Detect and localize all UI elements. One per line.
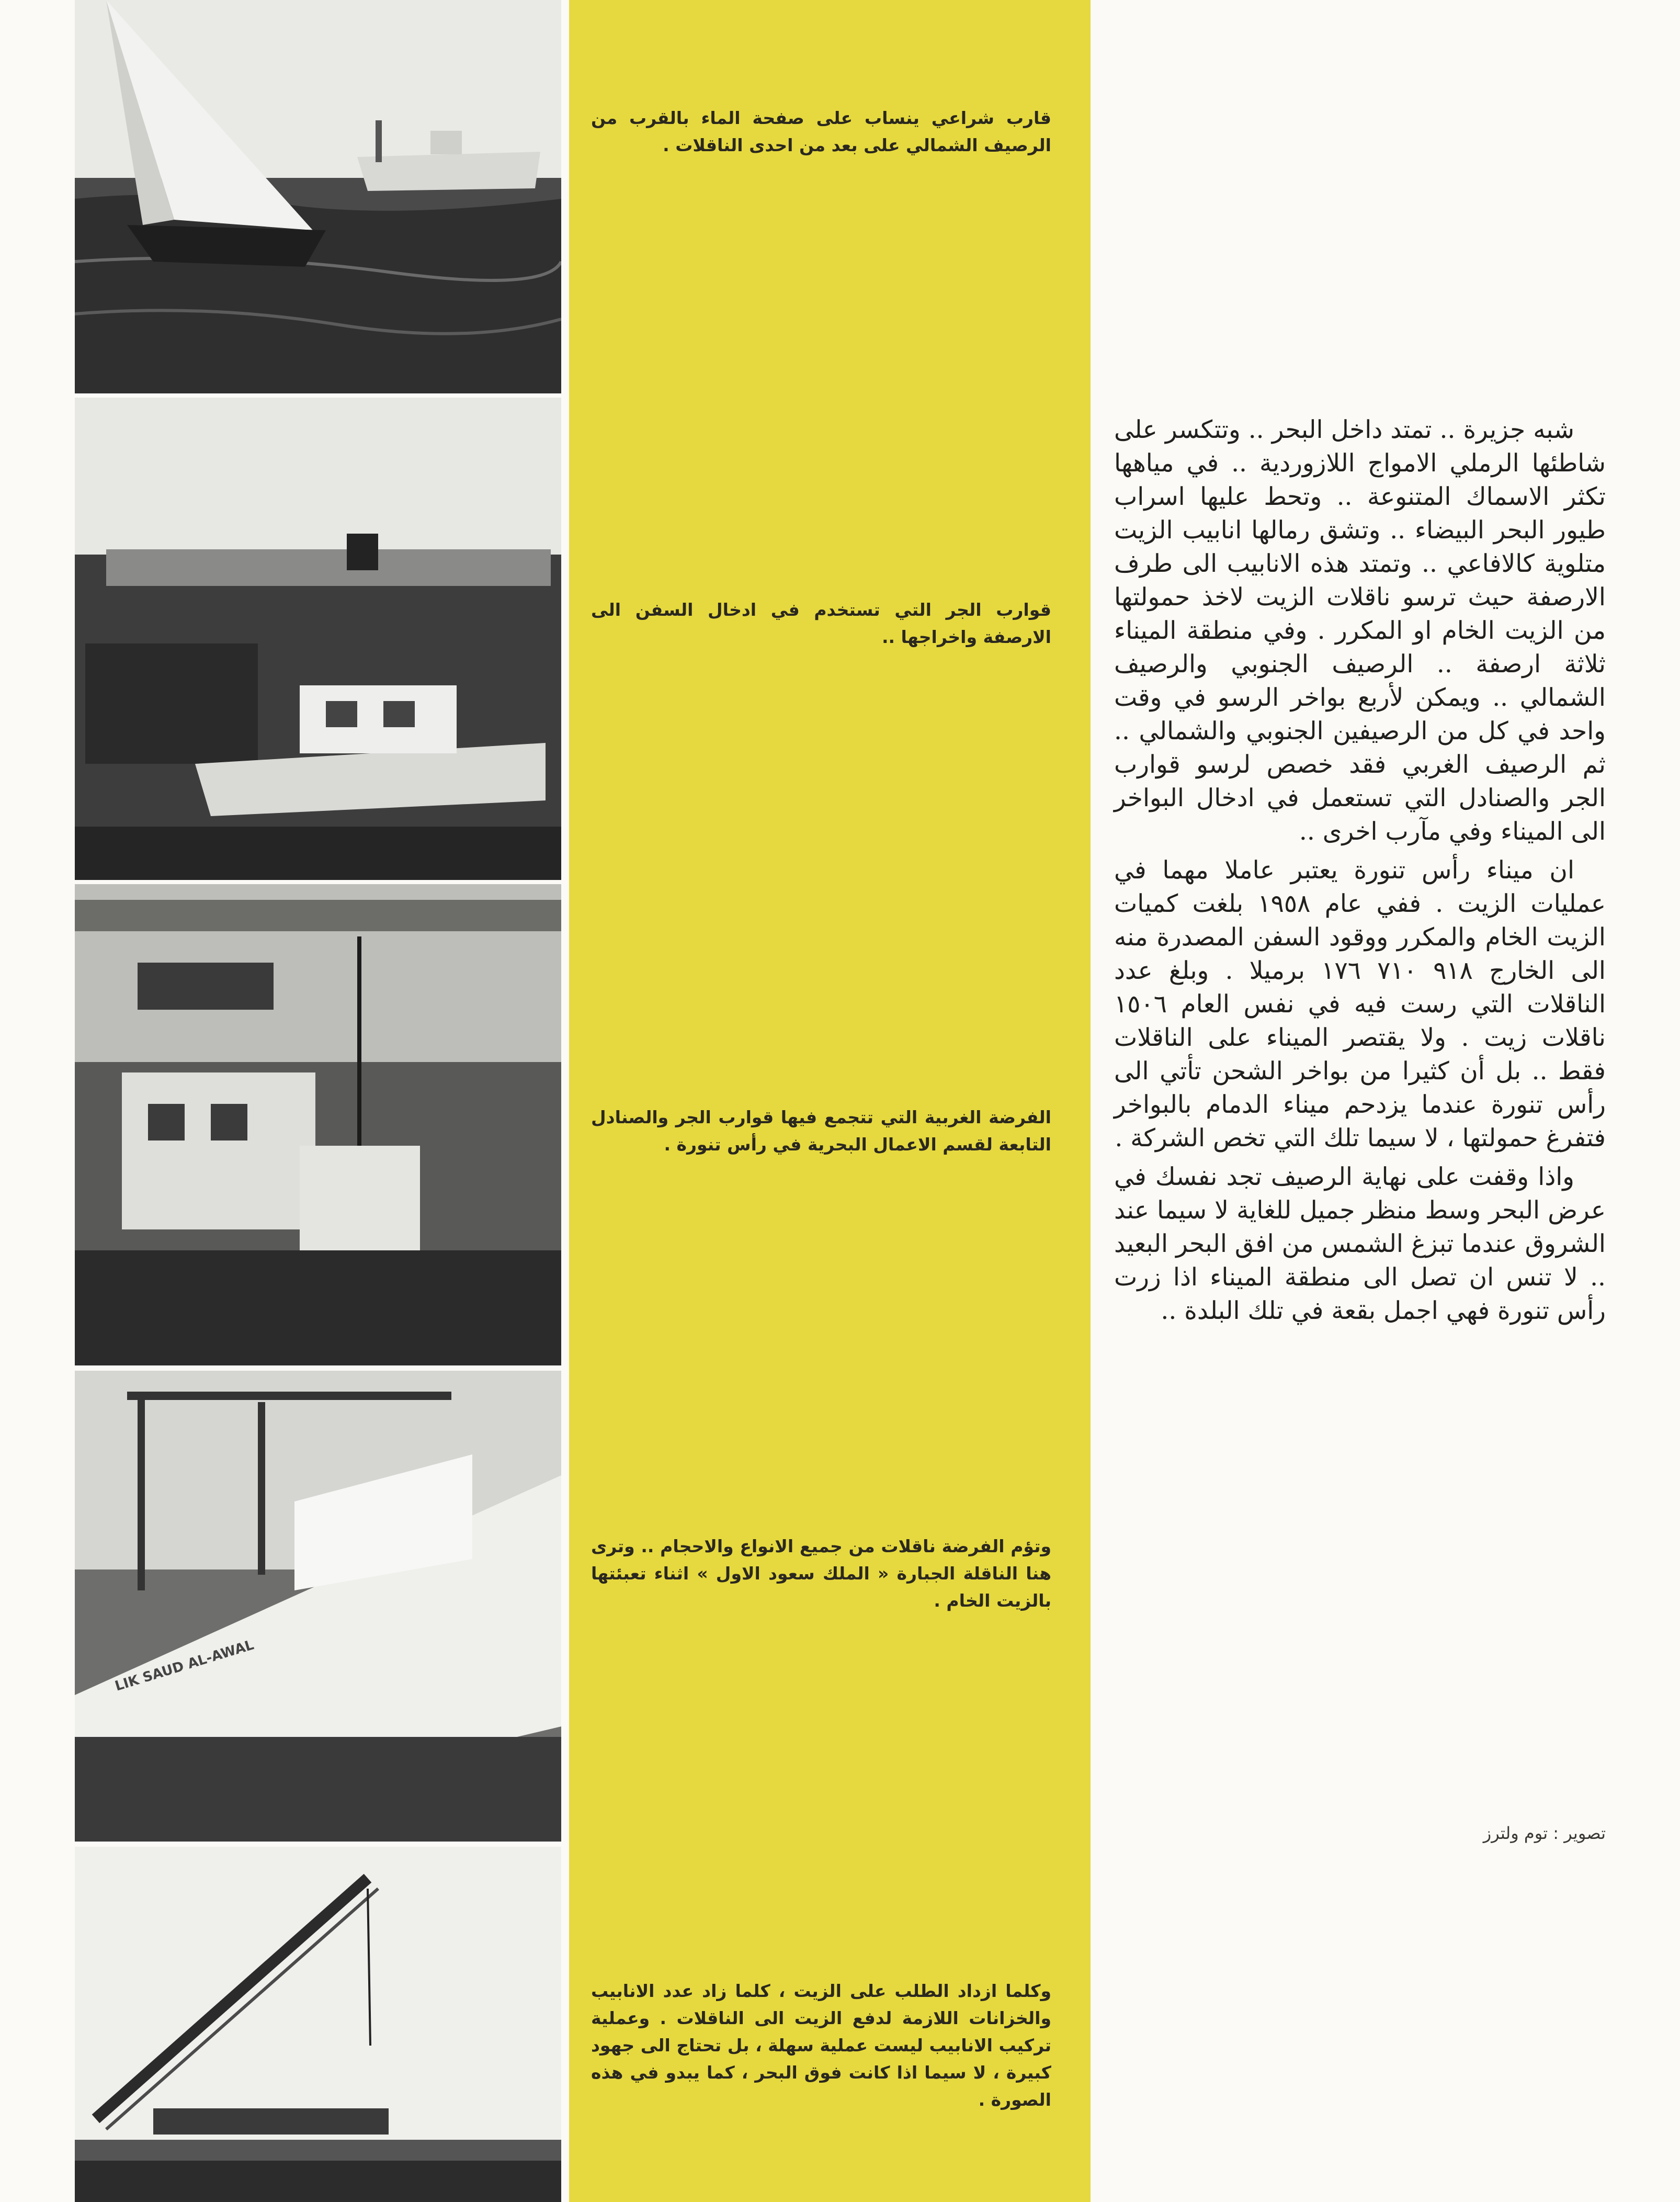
photo-credit: تصوير : توم ولترز: [1483, 1823, 1606, 1843]
caption-sailboat: قارب شراعي ينساب على صفحة الماء بالقرب من الرصيف الشمالي على بعد من احدى الناقلات .: [591, 108, 1051, 155]
article-paragraph: ان ميناء رأس تنورة يعتبر عاملا مهما في عمليات الزيت . ففي عام ١٩٥٨ بلغت كميات الزيت الخام والمكرر ووقود السفن المصدرة منه الى الخارج ٩١٨ ٧١٠ ١٧٦ برميلا . وبلغ عدد الناقلات التي رست فيه في نفس العام ١٥٠٦ ناقلات زيت . ولا يقتصر الميناء على الناقلات فقط .. بل أن كثيرا من بواخر الشحن تأتي الى رأس تنورة عندما يزدحم ميناء الدمام بالبواخر فتفرغ حمولتها ، لا سيما تلك التي تخص الشركة .: [1114, 856, 1606, 1153]
photo-tugboats: [75, 398, 561, 880]
caption-tanker: وتؤم الفرضة ناقلات من جميع الانواع والاحجام .. وترى هنا الناقلة الجبارة « الملك سعود الاول » اثناء تعبئتها بالزيت الخام .: [591, 1536, 1051, 1611]
ship-name-text: LIK SAUD AL-AWAL: [113, 1637, 256, 1695]
photo-western-pier: [75, 884, 561, 1365]
article-body: [1114, 413, 1606, 1333]
tugboats-image: [75, 398, 561, 880]
caption-pipelines: وكلما ازداد الطلب على الزيت ، كلما زاد عدد الانابيب والخزانات اللازمة لدفع الزيت الى الناقلات . وعملية تركيب الانابيب ليست عملية سهلة ، بل تحتاج الى جهود كبيرة ، لا سيما اذا كانت فوق البحر ، كما يبدو في هذه الصورة .: [591, 1981, 1051, 2110]
photo-tanker: [75, 1371, 561, 1842]
article-paragraph: شبه جزيرة .. تمتد داخل البحر .. وتتكسر على شاطئها الرملي الامواج اللازوردية .. في مياهها تكثر الاسماك المتنوعة .. وتحط عليها اسراب طيور البحر البيضاء .. وتشق رمالها انابيب الزيت متلوية كالافاعي .. وتمتد هذه الانابيب الى طرف الارصفة حيث ترسو ناقلات الزيت لاخذ حمولتها من الزيت الخام او المكرر . وفي منطقة الميناء ثلاثة ارصفة .. الرصيف الجنوبي والرصيف الشمالي .. ويمكن لأربع بواخر الرسو في وقت واحد في كل من الرصيفين الجنوبي والشمالي .. ثم الرصيف الغربي فقد خصص لرسو قوارب الجر والصنادل التي تستعمل في ادخال البواخر الى الميناء وفي مآرب اخرى ..: [1114, 415, 1606, 846]
yellow-caption-band: [569, 0, 1091, 2202]
caption-tugboats: قوارب الجر التي تستخدم في ادخال السفن الى الارصفة واخراجها ..: [591, 600, 1051, 647]
pipelines-image: [75, 1847, 561, 2202]
western-pier-image: [75, 884, 561, 1365]
caption-western-pier: الفرضة الغربية التي تتجمع فيها قوارب الجر والصنادل التابعة لقسم الاعمال البحرية في رأس تنورة .: [591, 1107, 1051, 1155]
photo-pipelines: [75, 1847, 561, 2202]
tanker-image: [75, 1371, 561, 1842]
sailboat-image: [75, 0, 561, 393]
photo-sailboat: [75, 0, 561, 393]
article-paragraph: واذا وقفت على نهاية الرصيف تجد نفسك في عرض البحر وسط منظر جميل للغاية لا سيما عند الشروق عندما تبزغ الشمس من افق البحر البعيد .. لا تنس ان تصل الى منطقة الميناء اذا زرت رأس تنورة فهي اجمل بقعة في تلك البلدة ..: [1114, 1162, 1606, 1325]
